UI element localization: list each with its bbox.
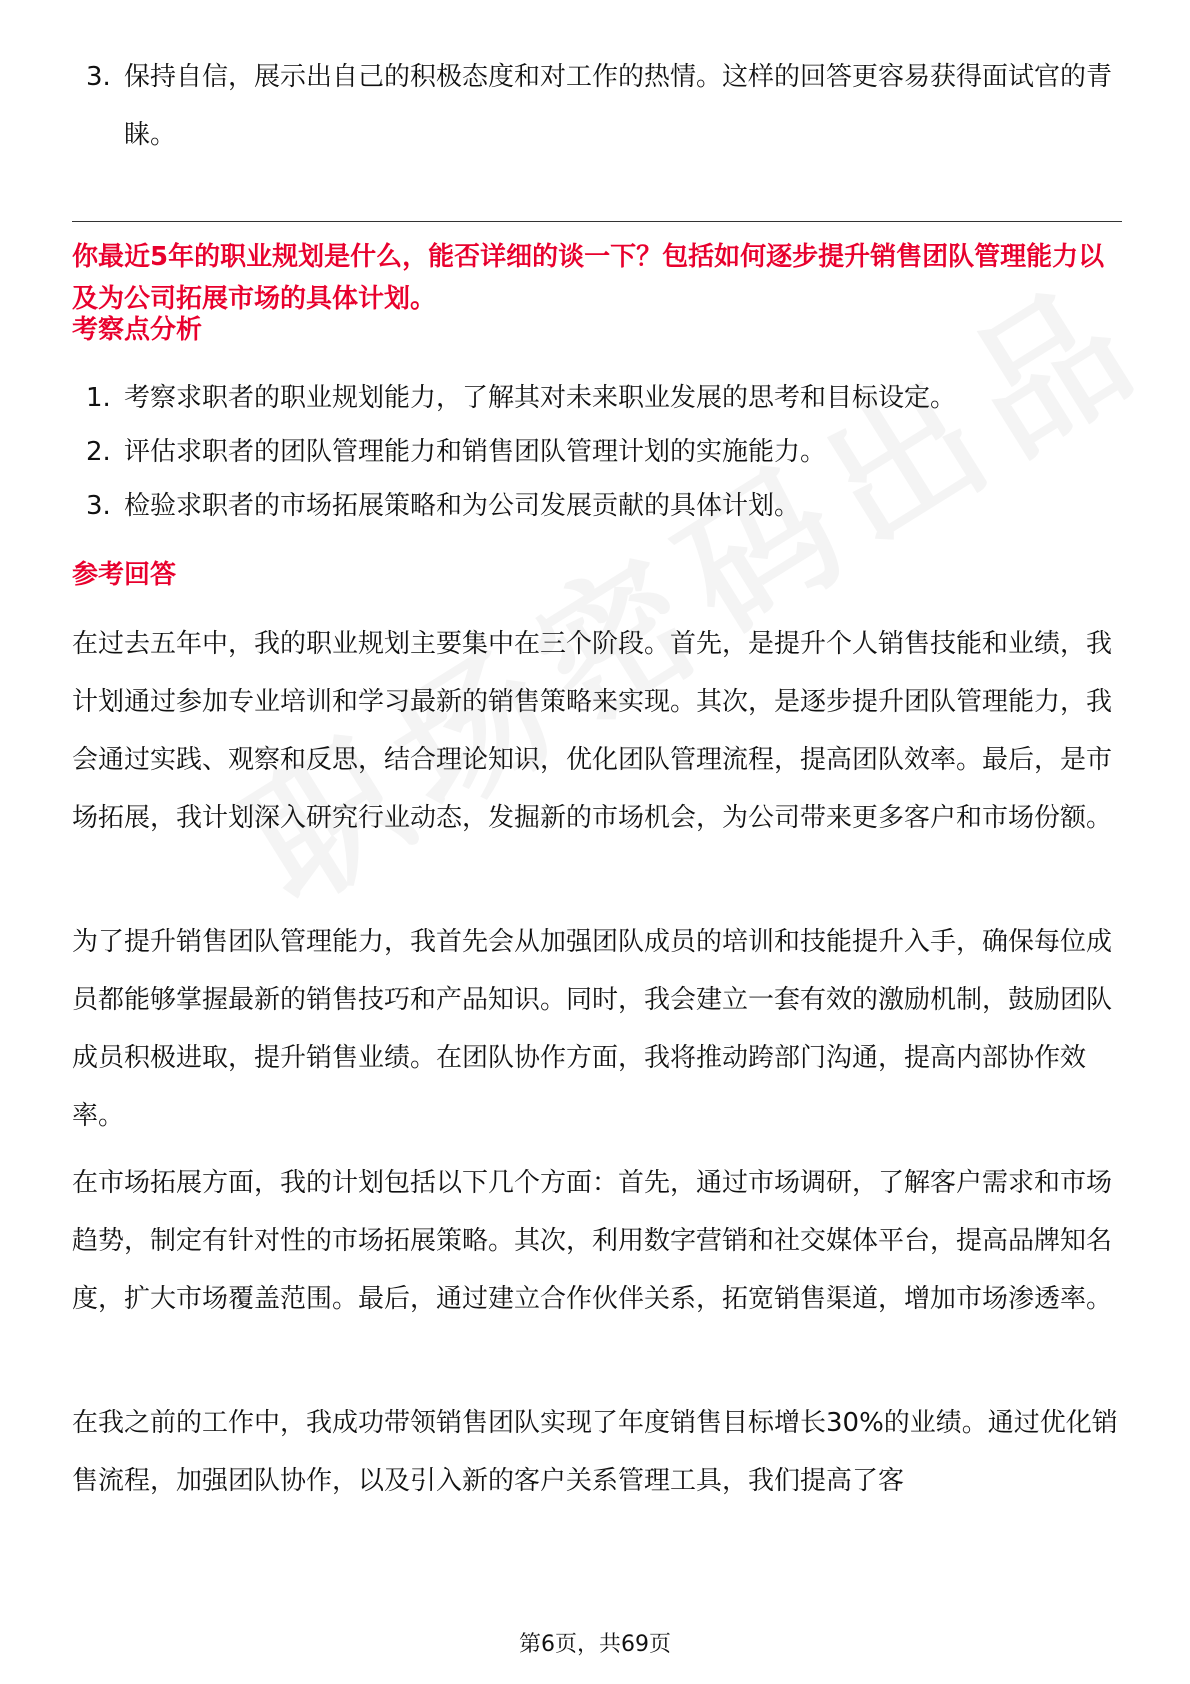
answer-paragraph: 在市场拓展方面，我的计划包括以下几个方面：首先，通过市场调研，了解客户需求和市场趋势，制定有针对性的市场拓展策略。其次，利用数字营销和社交媒体平台，提高品牌知名度，扩大市场覆盖范围。最后，通过建立合作伙伴关系，拓宽销售渠道，增加市场渗透率。 [72, 1168, 1113, 1314]
question-title: 你最近5年的职业规划是什么，能否详细的谈一下？包括如何逐步提升销售团队管理能力以及为公司拓展市场的具体计划。 [72, 242, 1105, 314]
list-item-number: 3. [86, 491, 111, 521]
page-footer: 第6页，共69页 [519, 1632, 671, 1657]
list-item [86, 423, 1126, 481]
list-item [86, 477, 1126, 535]
list-item-number: 1. [86, 383, 111, 413]
list-item-text: 评估求职者的团队管理能力和销售团队管理计划的实施能力。 [124, 437, 827, 467]
analysis-heading: 考察点分析 [72, 315, 203, 345]
list-item-number: 2. [86, 437, 111, 467]
answer-heading: 参考回答 [72, 560, 177, 590]
list-item-number: 3. [86, 62, 111, 92]
answer-paragraph: 在我之前的工作中，我成功带领销售团队实现了年度销售目标增长30%的业绩。通过优化销售流程，加强团队协作，以及引入新的客户关系管理工具，我们提高了客 [72, 1408, 1118, 1496]
list-item [86, 369, 1126, 427]
list-item-text: 保持自信，展示出自己的积极态度和对工作的热情。这样的回答更容易获得面试官的青睐。 [124, 62, 1113, 150]
answer-paragraph: 为了提升销售团队管理能力，我首先会从加强团队成员的培训和技能提升入手，确保每位成员都能够掌握最新的销售技巧和产品知识。同时，我会建立一套有效的激励机制，鼓励团队成员积极进取，提升销售业绩。在团队协作方面，我将推动跨部门沟通，提高内部协作效率。 [72, 927, 1113, 1131]
divider [72, 221, 1122, 222]
list-item-text: 考察求职者的职业规划能力，了解其对未来职业发展的思考和目标设定。 [124, 383, 957, 413]
answer-paragraph: 在过去五年中，我的职业规划主要集中在三个阶段。首先，是提升个人销售技能和业绩，我计划通过参加专业培训和学习最新的销售策略来实现。其次，是逐步提升团队管理能力，我会通过实践、观察和反思，结合理论知识，优化团队管理流程，提高团队效率。最后，是市场拓展，我计划深入研究行业动态，发掘新的市场机会，为公司带来更多客户和市场份额。 [72, 629, 1113, 833]
list-item [86, 48, 1126, 164]
list-item-text: 检验求职者的市场拓展策略和为公司发展贡献的具体计划。 [124, 491, 801, 521]
